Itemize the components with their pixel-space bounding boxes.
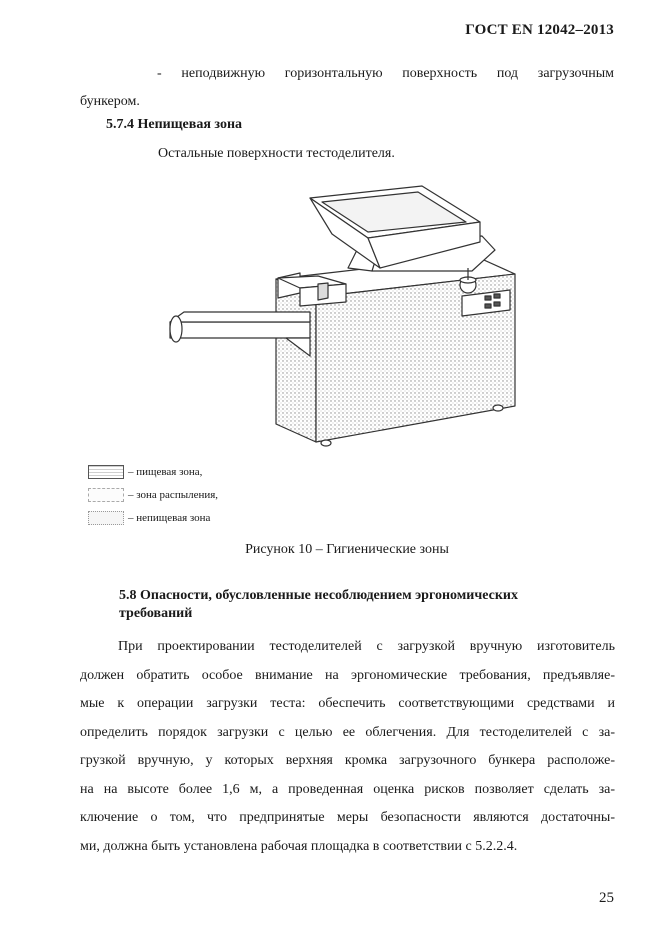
divider-machine-figure: [150, 172, 530, 447]
section-5-8-paragraph: [80, 633, 615, 861]
intro-line-1: - неподвижную горизонтальную поверхность под загрузочным: [157, 66, 614, 81]
section-5-8-heading: [119, 587, 589, 623]
legend-nonfood-zone: [88, 510, 210, 526]
legend-label-food: – пищевая зона,: [128, 466, 203, 478]
paragraph-line: мые к операции загрузки теста: обеспечить соответствующими средствами и: [80, 696, 615, 711]
intro-line-2: бункером.: [80, 94, 140, 109]
paragraph-line: на на высоте более 1,6 м, а проведенная оценка рисков позволяет сделать за-: [80, 781, 615, 797]
figure-caption: Рисунок 10 – Гигиенические зоны: [245, 542, 449, 557]
paragraph-line: должен обратить особое внимание на эргономические требования, предъявляе-: [80, 667, 615, 683]
intro-paragraph: [80, 60, 614, 116]
legend-label-nonfood: – непищевая зона: [128, 512, 211, 524]
paragraph-line: ключение о том, что предпринятые меры безопасности являются достаточны-: [80, 810, 615, 825]
paragraph-line: определить порядок загрузки с целью ее облегчения. Для тестоделителей с за-: [80, 724, 615, 740]
legend-splash-zone: [88, 487, 218, 503]
paragraph-line: ми, должна быть установлена рабочая площадка в соответствии с 5.2.2.4.: [80, 838, 518, 854]
section-5-8-heading-line-2: требований: [119, 606, 193, 621]
legend-label-splash: – зона распыления,: [128, 489, 219, 501]
page-number: 25: [599, 890, 614, 906]
legend-food-zone: [88, 464, 202, 480]
paragraph-line: При проектировании тестоделителей с загрузкой вручную изготовитель: [118, 639, 615, 654]
section-5-7-4-heading: 5.7.4 Непищевая зона: [106, 117, 243, 132]
discharge-conveyor: [170, 322, 310, 338]
section-5-7-4-text: Остальные поверхности тестоделителя.: [158, 146, 395, 161]
legend-swatch-nonfood: [88, 511, 124, 525]
legend-swatch-splash: [88, 488, 124, 502]
paragraph-line: грузкой вручную, у которых верхняя кромка загрузочного бункера расположе-: [80, 753, 615, 768]
legend-swatch-food: [88, 465, 124, 479]
document-header: ГОСТ EN 12042–2013: [465, 22, 614, 38]
section-5-8-heading-line-1: 5.8 Опасности, обусловленные несоблюдением эргономических: [119, 588, 518, 603]
